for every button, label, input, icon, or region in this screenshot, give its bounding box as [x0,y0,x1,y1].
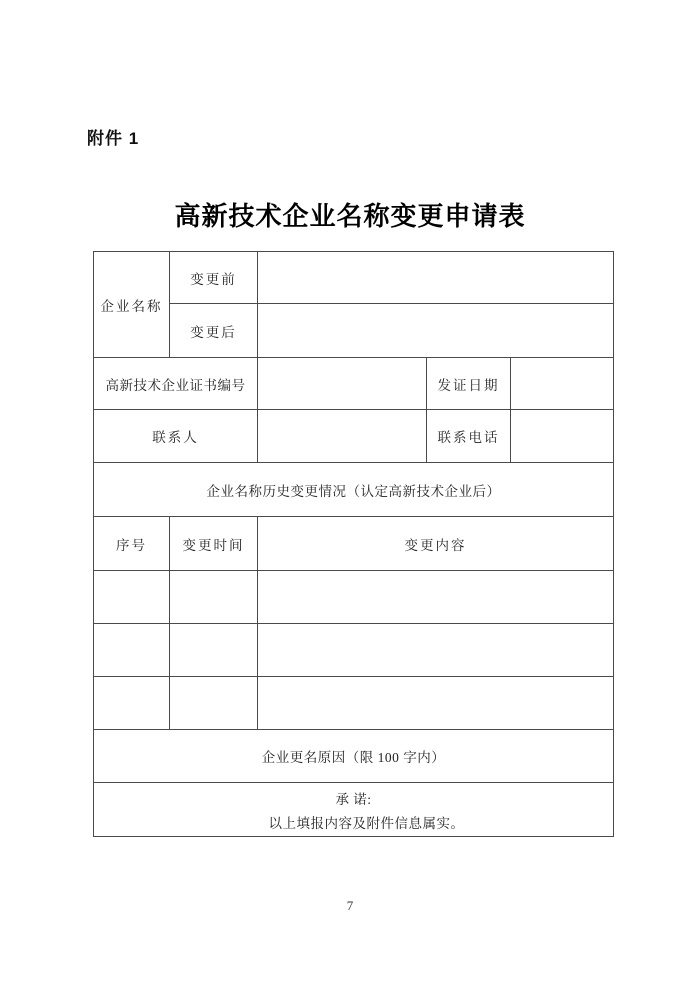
history-col-date: 变更时间 [170,517,258,571]
commitment-row [94,783,614,837]
commitment-label: 承 诺: [335,791,372,807]
history-seq-cell [94,677,170,730]
enterprise-name-before-row [94,252,614,304]
issue-date-value-cell [511,358,614,410]
contact-phone-label: 联系电话 [427,410,511,463]
commitment-cell [94,783,614,837]
history-seq-cell [94,571,170,624]
certificate-number-value-cell [258,358,427,410]
after-change-label: 变更后 [170,304,258,358]
history-date-cell [170,624,258,677]
page-number: 7 [346,898,354,913]
attachment-label: 附件 1 [87,129,140,148]
history-section-row [94,463,614,517]
issue-date-label: 发证日期 [427,358,511,410]
contact-row [94,410,614,463]
history-date-cell [170,571,258,624]
before-change-value-cell [258,252,614,304]
history-row [94,624,614,677]
history-col-content: 变更内容 [258,517,614,571]
history-seq-cell [94,624,170,677]
certificate-row [94,358,614,410]
after-change-value-cell [258,304,614,358]
history-content-cell [258,571,614,624]
history-content-cell [258,624,614,677]
history-col-seq: 序号 [94,517,170,571]
contact-person-value-cell [258,410,427,463]
rename-reason-row [94,730,614,783]
page-title: 高新技术企业名称变更申请表 [174,202,526,231]
commitment-statement: 以上填报内容及附件信息属实。 [268,815,465,831]
certificate-number-label: 高新技术企业证书编号 [94,358,258,410]
contact-person-label: 联系人 [94,410,258,463]
enterprise-name-label: 企业名称 [94,252,170,358]
history-header-row [94,517,614,571]
rename-reason-cell: 企业更名原因（限 100 字内） [94,730,614,783]
before-change-label: 变更前 [170,252,258,304]
history-row [94,677,614,730]
history-date-cell [170,677,258,730]
history-row [94,571,614,624]
contact-phone-value-cell [511,410,614,463]
history-content-cell [258,677,614,730]
application-form-table [93,251,614,837]
history-section-title: 企业名称历史变更情况（认定高新技术企业后） [94,463,614,517]
enterprise-name-after-row [94,304,614,358]
